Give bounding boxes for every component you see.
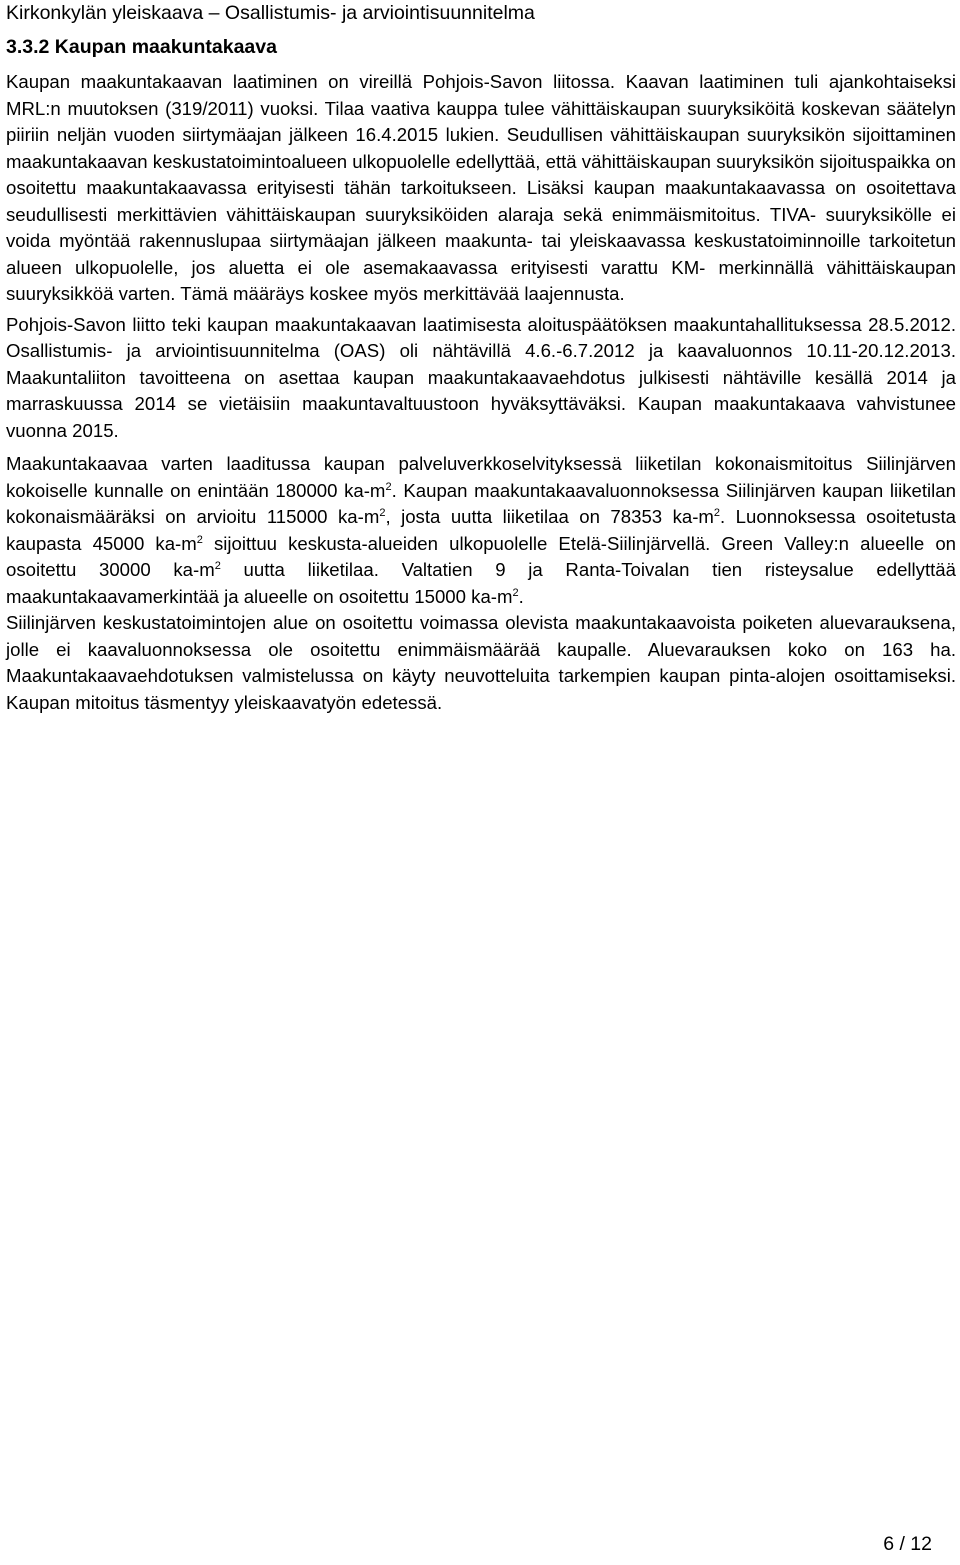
section-heading: 3.3.2 Kaupan maakuntakaava <box>6 36 277 58</box>
text-segment: uutta liiketilaa. Valtatien 9 ja Ranta-Toivalan tien risteysalue edellyttää maakuntakaavamerkintää ja alueelle on osoitettu 15000 ka-m <box>6 559 956 607</box>
page-number: 6 / 12 <box>883 1533 932 1555</box>
paragraph-dimensioning <box>6 451 956 610</box>
superscript: 2 <box>379 507 386 519</box>
text-segment: sijoittuu keskusta-alueiden ulkopuolelle Etelä-Siilinjärvellä. Green Valley:n alueelle on osoitettu 30000 ka-m <box>6 532 956 580</box>
paragraph-centre-area: Siilinjärven keskustatoimintojen alue on osoitettu voimassa olevista maakuntakaavoista poiketen aluevarauksena, jolle ei kaavaluonnoksessa ole osoitettu enimmäismäärää kaupalle. Aluevarauksen koko on 163 ha. Maakuntakaavaehdotuksen valmistelussa on käyty neuvotteluita tarkempien kaupan pinta-alojen osoittamiseksi. Kaupan mitoitus täsmentyy yleiskaavatyön edetessä. <box>6 612 956 713</box>
text-segment: . <box>518 585 524 607</box>
text-segment: , josta uutta liiketilaa on 78353 ka-m <box>385 506 714 527</box>
superscript: 2 <box>713 507 721 519</box>
text-segment: . Luonnoksessa osoitetusta kaupasta 45000 ka-m <box>6 506 956 554</box>
text-segment: . Kaupan maakuntakaavaluonnoksessa Siilinjärven kaupan liiketilan kokonaismääräksi on arvioitu 115000 ka-m <box>6 479 956 527</box>
superscript: 2 <box>214 560 221 572</box>
paragraph-legislation: Kaupan maakuntakaavan laatiminen on vireillä Pohjois-Savon liitossa. Kaavan laatiminen tuli ajankohtaiseksi MRL:n muutoksen (319/2011) vuoksi. Tilaa vaativa kauppa tulee vähittäiskaupan suuryksiköitä koskevan säätelyn piiriin neljän vuoden siirtymäajan jälkeen 16.4.2015 lukien. Seudullisen vähittäiskaupan suuryksikön sijoittaminen maakuntakaavan keskustatoimintoalueen ulkopuolelle edellyttää, että vähittäiskaupan suuryksikön sijoituspaikka on osoitettu maakuntakaavassa erityisesti tähän tarkoitukseen. Lisäksi kaupan maakuntakaavassa on osoitettava seudullisesti merkittävien vähittäiskaupan suuryksiköiden alaraja sekä enimmäismitoitus. TIVA- suuryksikölle ei voida myöntää rakennuslupaa siirtymäajan jälkeen maakunta- tai yleiskaavassa keskustatoiminnoille tarkoitetun alueen ulkopuolelle, jos aluetta ei ole asemakaavassa erityisesti varattu KM- merkinnällä vähittäiskaupan suuryksikköä varten. Tämä määräys koskee myös merkittävää laajennusta. <box>6 71 956 304</box>
superscript: 2 <box>196 533 203 546</box>
superscript: 2 <box>512 586 519 599</box>
paragraph-schedule: Pohjois-Savon liitto teki kaupan maakuntakaavan laatimisesta aloituspäätöksen maakuntahallituksessa 28.5.2012. Osallistumis- ja arviointisuunnitelma (OAS) oli nähtävillä 4.6.-6.7.2012 ja kaavaluonnos 10.11-20.12.2013. Maakuntaliiton tavoitteena on asettaa kaupan maakuntakaavaehdotus julkisesti nähtäville kesällä 2014 ja marraskuussa 2014 se vietäisiin maakuntavaltuustoon hyväksyttäväksi. Kaupan maakuntakaava vahvistunee vuonna 2015. <box>6 313 956 441</box>
superscript: 2 <box>385 480 392 493</box>
document-page <box>6 0 956 716</box>
text-segment: Maakuntakaavaa varten laaditussa kaupan palveluverkkoselvityksessä liiketilan kokonaismitoitus Siilinjärven kokoiselle kunnalle on enintään 180000 ka-m <box>6 453 956 501</box>
document-header: Kirkonkylän yleiskaava – Osallistumis- ja arviointisuunnitelma <box>6 2 535 24</box>
